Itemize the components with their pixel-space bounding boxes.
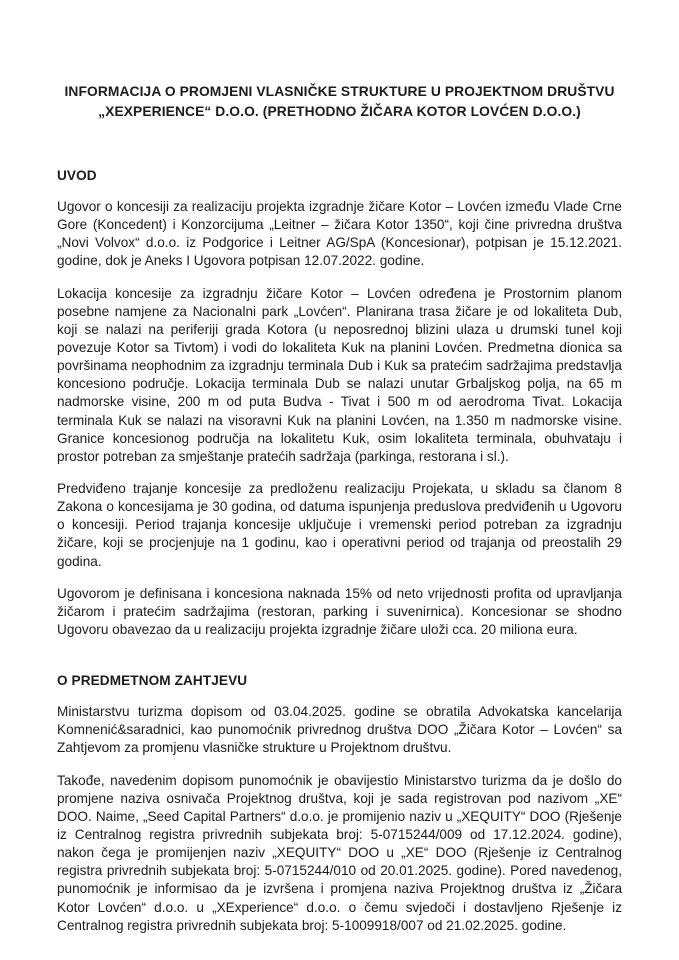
paragraph: Ugovorom je definisana i koncesiona naknada 15% od neto vrijednosti profita od upravljanja žičarom i pratećim sadržajima (restoran, parking i suvenirnica). Koncesionar se shodno Ugovoru obavezao da u realizaciju projekta izgradnje žičare uloži cca. 20 miliona eura. — [57, 585, 622, 637]
document-title: INFORMACIJA O PROMJENI VLASNIČKE STRUKTURE U PROJEKTNOM DRUŠTVU „XEXPERIENCE“ D.O.O. (PRETHODNO ŽIČARA KOTOR LOVĆEN D.O.O.) — [64, 84, 615, 119]
section-predmetni-zahtjev — [57, 673, 622, 935]
section-heading-predmetni-zahtjev: O PREDMETNOM ZAHTJEVU — [57, 673, 248, 689]
paragraph: Predviđeno trajanje koncesije za predloženu realizaciju Projekata, u skladu sa članom 8 Zakona o koncesijama je 30 godina, od datuma ispunjenja preduslova predviđenih u Ugovoru o koncesiji. Period trajanja koncesije uključuje i vremenski period potreban za izgradnju žičare, koji se procjenjuje na 1 godinu, kao i operativni period od trajanja od preostalih 29 godina. — [57, 480, 622, 569]
section-heading-uvod: UVOD — [57, 168, 97, 183]
paragraph: Takođe, navedenim dopisom punomoćnik je obavijestio Ministarstvo turizma da je došlo do promjene naziva osnivača Projektnog društva, koji je sada registrovan pod nazivom „XE“ DOO. Naime, „Seed Capital Partners“ d.o.o. je promijenio naziv u „XEQUITY“ DOO (Rješenje iz Centralnog registra privrednih subjekata broj: 5-0715244/009 od 17.12.2024. godine), nakon čega je promijenjen naziv „XEQUITY“ DOO u „XE“ DOO (Rješenje iz Centralnog registra privrednih subjekata broj: 5-0715244/010 od 20.01.2025. godine). Pored navedenog, punomoćnik je informisao da je izvršena i promjena naziva Projektnog društva iz „Žičara Kotor Lovćen“ d.o.o. u „XExperience“ d.o.o. o čemu svjedoči i dostavljeno Rješenje iz Centralnog registra privrednih subjekata broj: 5-1009918/007 od 21.02.2025. godine. — [57, 772, 622, 933]
paragraph: Ugovor o koncesiji za realizaciju projekta izgradnje žičare Kotor – Lovćen između Vlade Crne Gore (Koncedent) i Konzorcijuma „Leitner – žičara Kotor 1350“, koji čine privredna društva „Novi Volvox“ d.o.o. iz Podgorice i Leitner AG/SpA (Koncesionar), potpisan je 15.12.2021. godine, dok je Aneks I Ugovora potpisan 12.07.2022. godine. — [57, 199, 622, 269]
section-uvod — [57, 168, 622, 639]
paragraph: Lokacija koncesije za izgradnju žičare Kotor – Lovćen određena je Prostornim planom posebne namjene za Nacionalni park „Lovćen“. Planirana trasa žičare je od lokaliteta Dub, koji se nalazi na periferiji grada Kotora (u neposrednoj blizini ulaza u drumski tunel koji povezuje Kotor sa Tivtom) i vodi do lokaliteta Kuk na planini Lovćen. Predmetna dionica sa površinama neophodnim za izgradnju terminala Dub i Kuk sa pratećim sadržajima predstavlja koncesiono područje. Lokacija terminala Dub se nalazi unutar Grbaljskog polja, na 65 m nadmorske visine, 200 m od puta Budva - Tivat i 500 m od aerodroma Tivat. Lokacija terminala Kuk se nalazi na visoravni Kuk na planini Lovćen, na 1.350 m nadmorske visine. Granice koncesionog područja na lokalitetu Kuk, osim lokaliteta terminala, obuhvataju i prostor potreban za smještanje pratećih sadržaja (parkinga, restorana i sl.). — [57, 285, 622, 464]
paragraph: Ministarstvu turizma dopisom od 03.04.2025. godine se obratila Advokatska kancelarija Komnenić&saradnici, kao punomoćnik privrednog društva DOO „Žičara Kotor – Lovćen“ sa Zahtjevom za promjenu vlasničke strukture u Projektnom društvu. — [57, 704, 622, 756]
